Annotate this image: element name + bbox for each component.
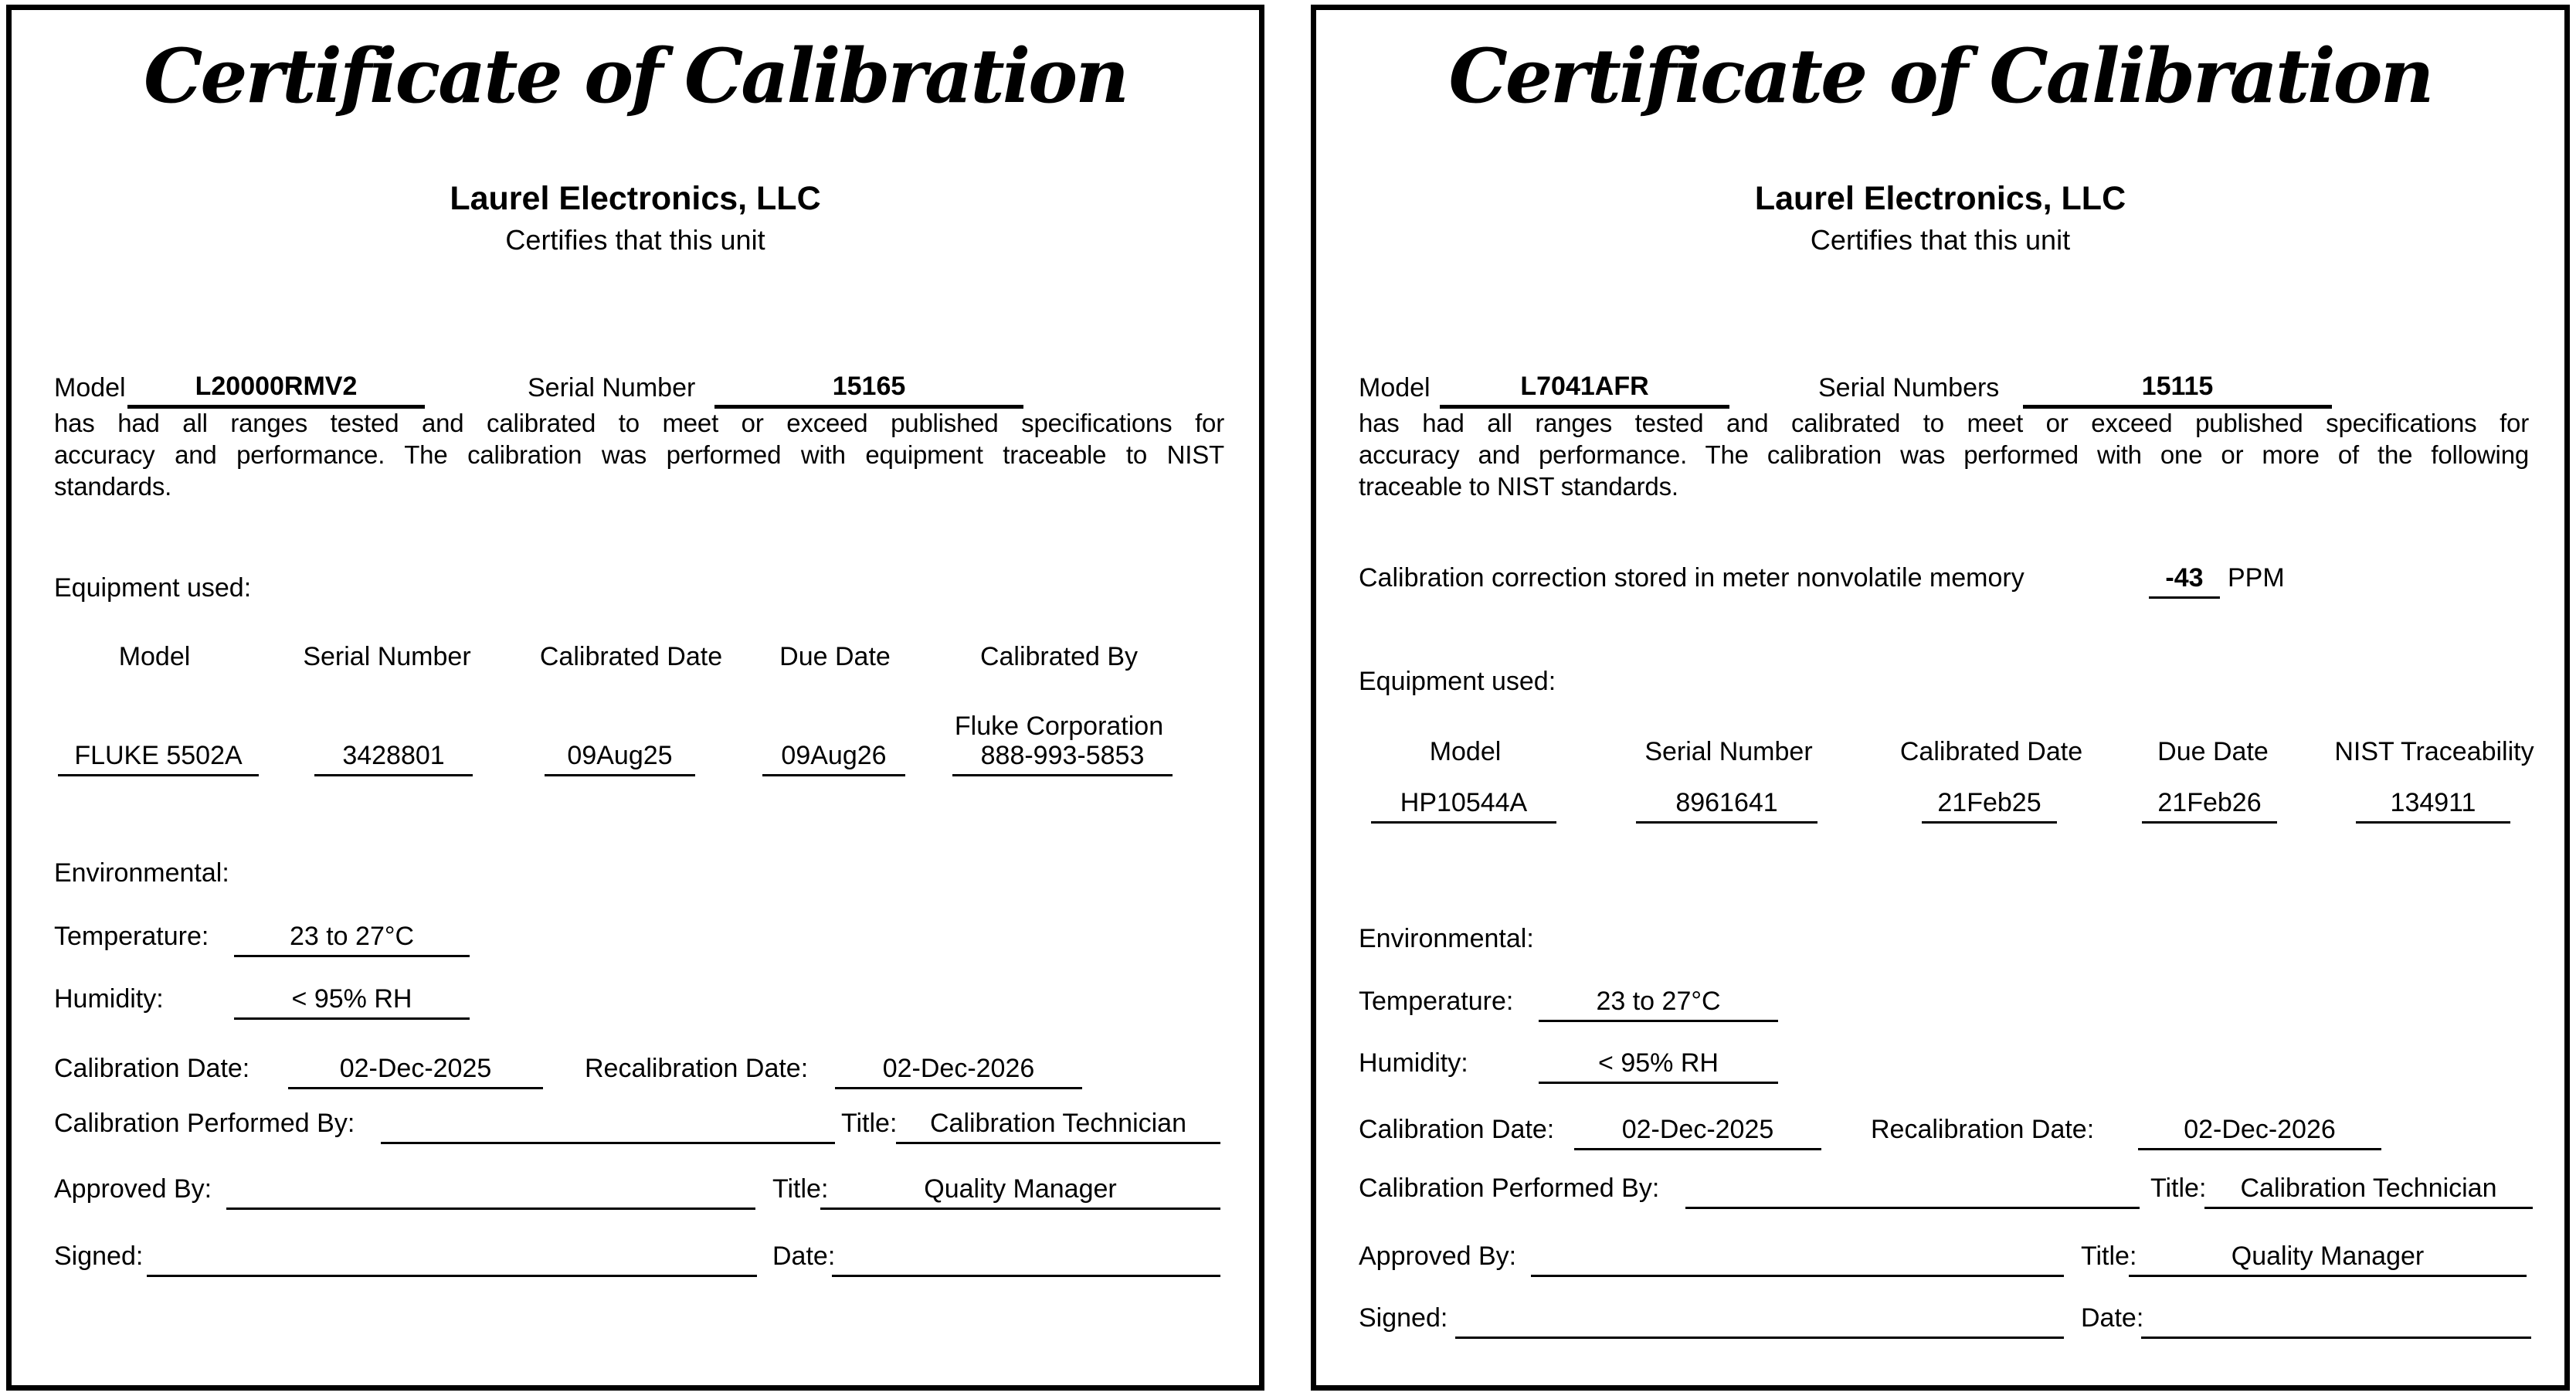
model-value-field: L7041AFR	[1440, 372, 1729, 409]
signed-label: Signed:	[54, 1241, 144, 1271]
serial-number-label: Serial Numbers	[1818, 373, 2000, 402]
signed-signature-field	[147, 1272, 757, 1277]
environmental-heading: Environmental:	[1359, 924, 1534, 953]
humidity-value-field: < 95% RH	[1539, 1048, 1778, 1084]
serial-number-value-field: 15115	[2023, 372, 2332, 409]
approved-by-label: Approved By:	[1359, 1241, 1517, 1271]
approved-by-label: Approved By:	[54, 1174, 212, 1204]
performed-by-title-value-field: Calibration Technician	[2204, 1174, 2533, 1209]
equipment-header-model: Model	[118, 642, 191, 671]
approved-by-signature-field	[1531, 1272, 2064, 1277]
serial-number-value-field: 15165	[714, 372, 1023, 409]
equipment-table-row	[12, 741, 1259, 776]
approved-by-signature-field	[226, 1204, 755, 1210]
equipment-heading: Equipment used:	[1359, 667, 1556, 696]
serial-number-label: Serial Number	[528, 373, 696, 402]
performed-by-label: Calibration Performed By:	[54, 1109, 355, 1138]
body-line-3: standards.	[54, 472, 172, 501]
certificate-subtitle: Certifies that this unit	[505, 224, 765, 256]
approved-by-row	[12, 1174, 1259, 1210]
equipment-header-due-date: Due Date	[2157, 737, 2269, 766]
certificate-right	[1311, 5, 2570, 1391]
equipment-header-serial: Serial Number	[303, 642, 471, 671]
equipment-header-due-date: Due Date	[779, 642, 891, 671]
model-serial-row	[12, 370, 1259, 409]
equipment-header-calibrated-date: Calibrated Date	[1899, 737, 2083, 766]
equipment-table-row	[1316, 788, 2564, 824]
calibration-correction-value-field: -43	[2149, 563, 2220, 599]
equipment-model-cell: HP10544A	[1371, 788, 1556, 824]
temperature-row	[1316, 987, 2564, 1022]
equipment-calibrated-date-cell: 09Aug25	[545, 741, 695, 776]
model-label: Model	[54, 373, 126, 402]
temperature-label: Temperature:	[1359, 987, 1514, 1016]
signed-date-field	[2141, 1333, 2531, 1339]
calibration-date-label: Calibration Date:	[54, 1054, 250, 1083]
equipment-nist-traceability-cell: 134911	[2356, 788, 2510, 824]
signed-date-label: Date:	[772, 1241, 836, 1271]
performed-by-row	[12, 1109, 1259, 1144]
temperature-value-field: 23 to 27°C	[234, 922, 470, 957]
approved-by-row	[1316, 1241, 2564, 1277]
company-name: Laurel Electronics, LLC	[450, 180, 821, 217]
equipment-due-date-cell: 21Feb26	[2142, 788, 2277, 824]
signed-row	[12, 1241, 1259, 1277]
equipment-header-serial: Serial Number	[1644, 737, 1813, 766]
calibration-correction-label: Calibration correction stored in meter nonvolatile memory	[1359, 563, 2024, 593]
calibration-date-value-field: 02-Dec-2025	[288, 1054, 543, 1089]
calibration-date-row	[12, 1054, 1259, 1089]
humidity-row	[12, 984, 1259, 1020]
performed-by-signature-field	[381, 1139, 835, 1144]
equipment-calibrated-date-cell: 21Feb25	[1922, 788, 2057, 824]
performed-by-title-label: Title:	[2150, 1174, 2207, 1203]
humidity-value-field: < 95% RH	[234, 984, 470, 1020]
performed-by-title-value-field: Calibration Technician	[896, 1109, 1220, 1144]
recalibration-date-value-field: 02-Dec-2026	[2138, 1115, 2381, 1150]
calibration-date-value-field: 02-Dec-2025	[1574, 1115, 1821, 1150]
equipment-header-calibrated-date: Calibrated Date	[539, 642, 723, 671]
approved-by-title-label: Title:	[772, 1174, 829, 1204]
performed-by-title-label: Title:	[841, 1109, 898, 1138]
equipment-serial-cell: 8961641	[1636, 788, 1817, 824]
body-line-1: has had all ranges tested and calibrated to meet or exceed published specifications for	[1359, 409, 2529, 437]
signed-date-field	[832, 1272, 1220, 1277]
performed-by-label: Calibration Performed By:	[1359, 1174, 1660, 1203]
body-paragraph	[54, 407, 1224, 502]
performed-by-signature-field	[1685, 1204, 2140, 1209]
equipment-header-nist-traceability: NIST Traceability	[2334, 737, 2534, 766]
signed-signature-field	[1455, 1333, 2064, 1339]
calibration-correction-row	[1316, 562, 2564, 599]
recalibration-date-label: Recalibration Date:	[585, 1054, 809, 1083]
equipment-calibrated-by-org: Fluke Corporation	[954, 712, 1164, 741]
equipment-due-date-cell: 09Aug26	[762, 741, 905, 776]
temperature-value-field: 23 to 27°C	[1539, 987, 1778, 1022]
signed-row	[1316, 1303, 2564, 1339]
model-value-field: L20000RMV2	[127, 372, 425, 409]
calibration-date-row	[1316, 1115, 2564, 1150]
temperature-label: Temperature:	[54, 922, 209, 951]
company-name: Laurel Electronics, LLC	[1754, 180, 2126, 217]
signed-label: Signed:	[1359, 1303, 1448, 1333]
equipment-header-model: Model	[1429, 737, 1502, 766]
approved-by-title-value-field: Quality Manager	[820, 1174, 1220, 1210]
body-line-1: has had all ranges tested and calibrated to meet or exceed published specifications for	[54, 409, 1224, 437]
certificate-title: Certificate of Calibration	[1448, 32, 2432, 120]
approved-by-title-value-field: Quality Manager	[2129, 1241, 2527, 1277]
body-line-2: accuracy and performance. The calibration was performed with equipment traceable to NIST	[54, 440, 1224, 469]
calibration-correction-unit: PPM	[2228, 563, 2285, 593]
equipment-calibrated-by-phone-cell: 888-993-5853	[952, 741, 1173, 776]
certificate-subtitle: Certifies that this unit	[1810, 224, 2071, 256]
model-label: Model	[1359, 373, 1431, 402]
approved-by-title-label: Title:	[2081, 1241, 2137, 1271]
signed-date-label: Date:	[2081, 1303, 2144, 1333]
model-serial-row	[1316, 370, 2564, 409]
equipment-header-calibrated-by: Calibrated By	[979, 642, 1139, 671]
equipment-serial-cell: 3428801	[314, 741, 473, 776]
calibration-date-label: Calibration Date:	[1359, 1115, 1555, 1144]
body-paragraph	[1359, 407, 2529, 502]
performed-by-row	[1316, 1174, 2564, 1209]
certificate-left	[6, 5, 1264, 1391]
body-line-2: accuracy and performance. The calibration was performed with one or more of the following	[1359, 440, 2529, 469]
recalibration-date-label: Recalibration Date:	[1871, 1115, 2095, 1144]
body-line-3: traceable to NIST standards.	[1359, 472, 1678, 501]
environmental-heading: Environmental:	[54, 858, 229, 888]
humidity-label: Humidity:	[1359, 1048, 1468, 1078]
equipment-model-cell: FLUKE 5502A	[58, 741, 259, 776]
humidity-label: Humidity:	[54, 984, 164, 1014]
recalibration-date-value-field: 02-Dec-2026	[835, 1054, 1082, 1089]
temperature-row	[12, 922, 1259, 957]
equipment-heading: Equipment used:	[54, 573, 252, 603]
humidity-row	[1316, 1048, 2564, 1084]
certificate-title: Certificate of Calibration	[144, 32, 1127, 120]
